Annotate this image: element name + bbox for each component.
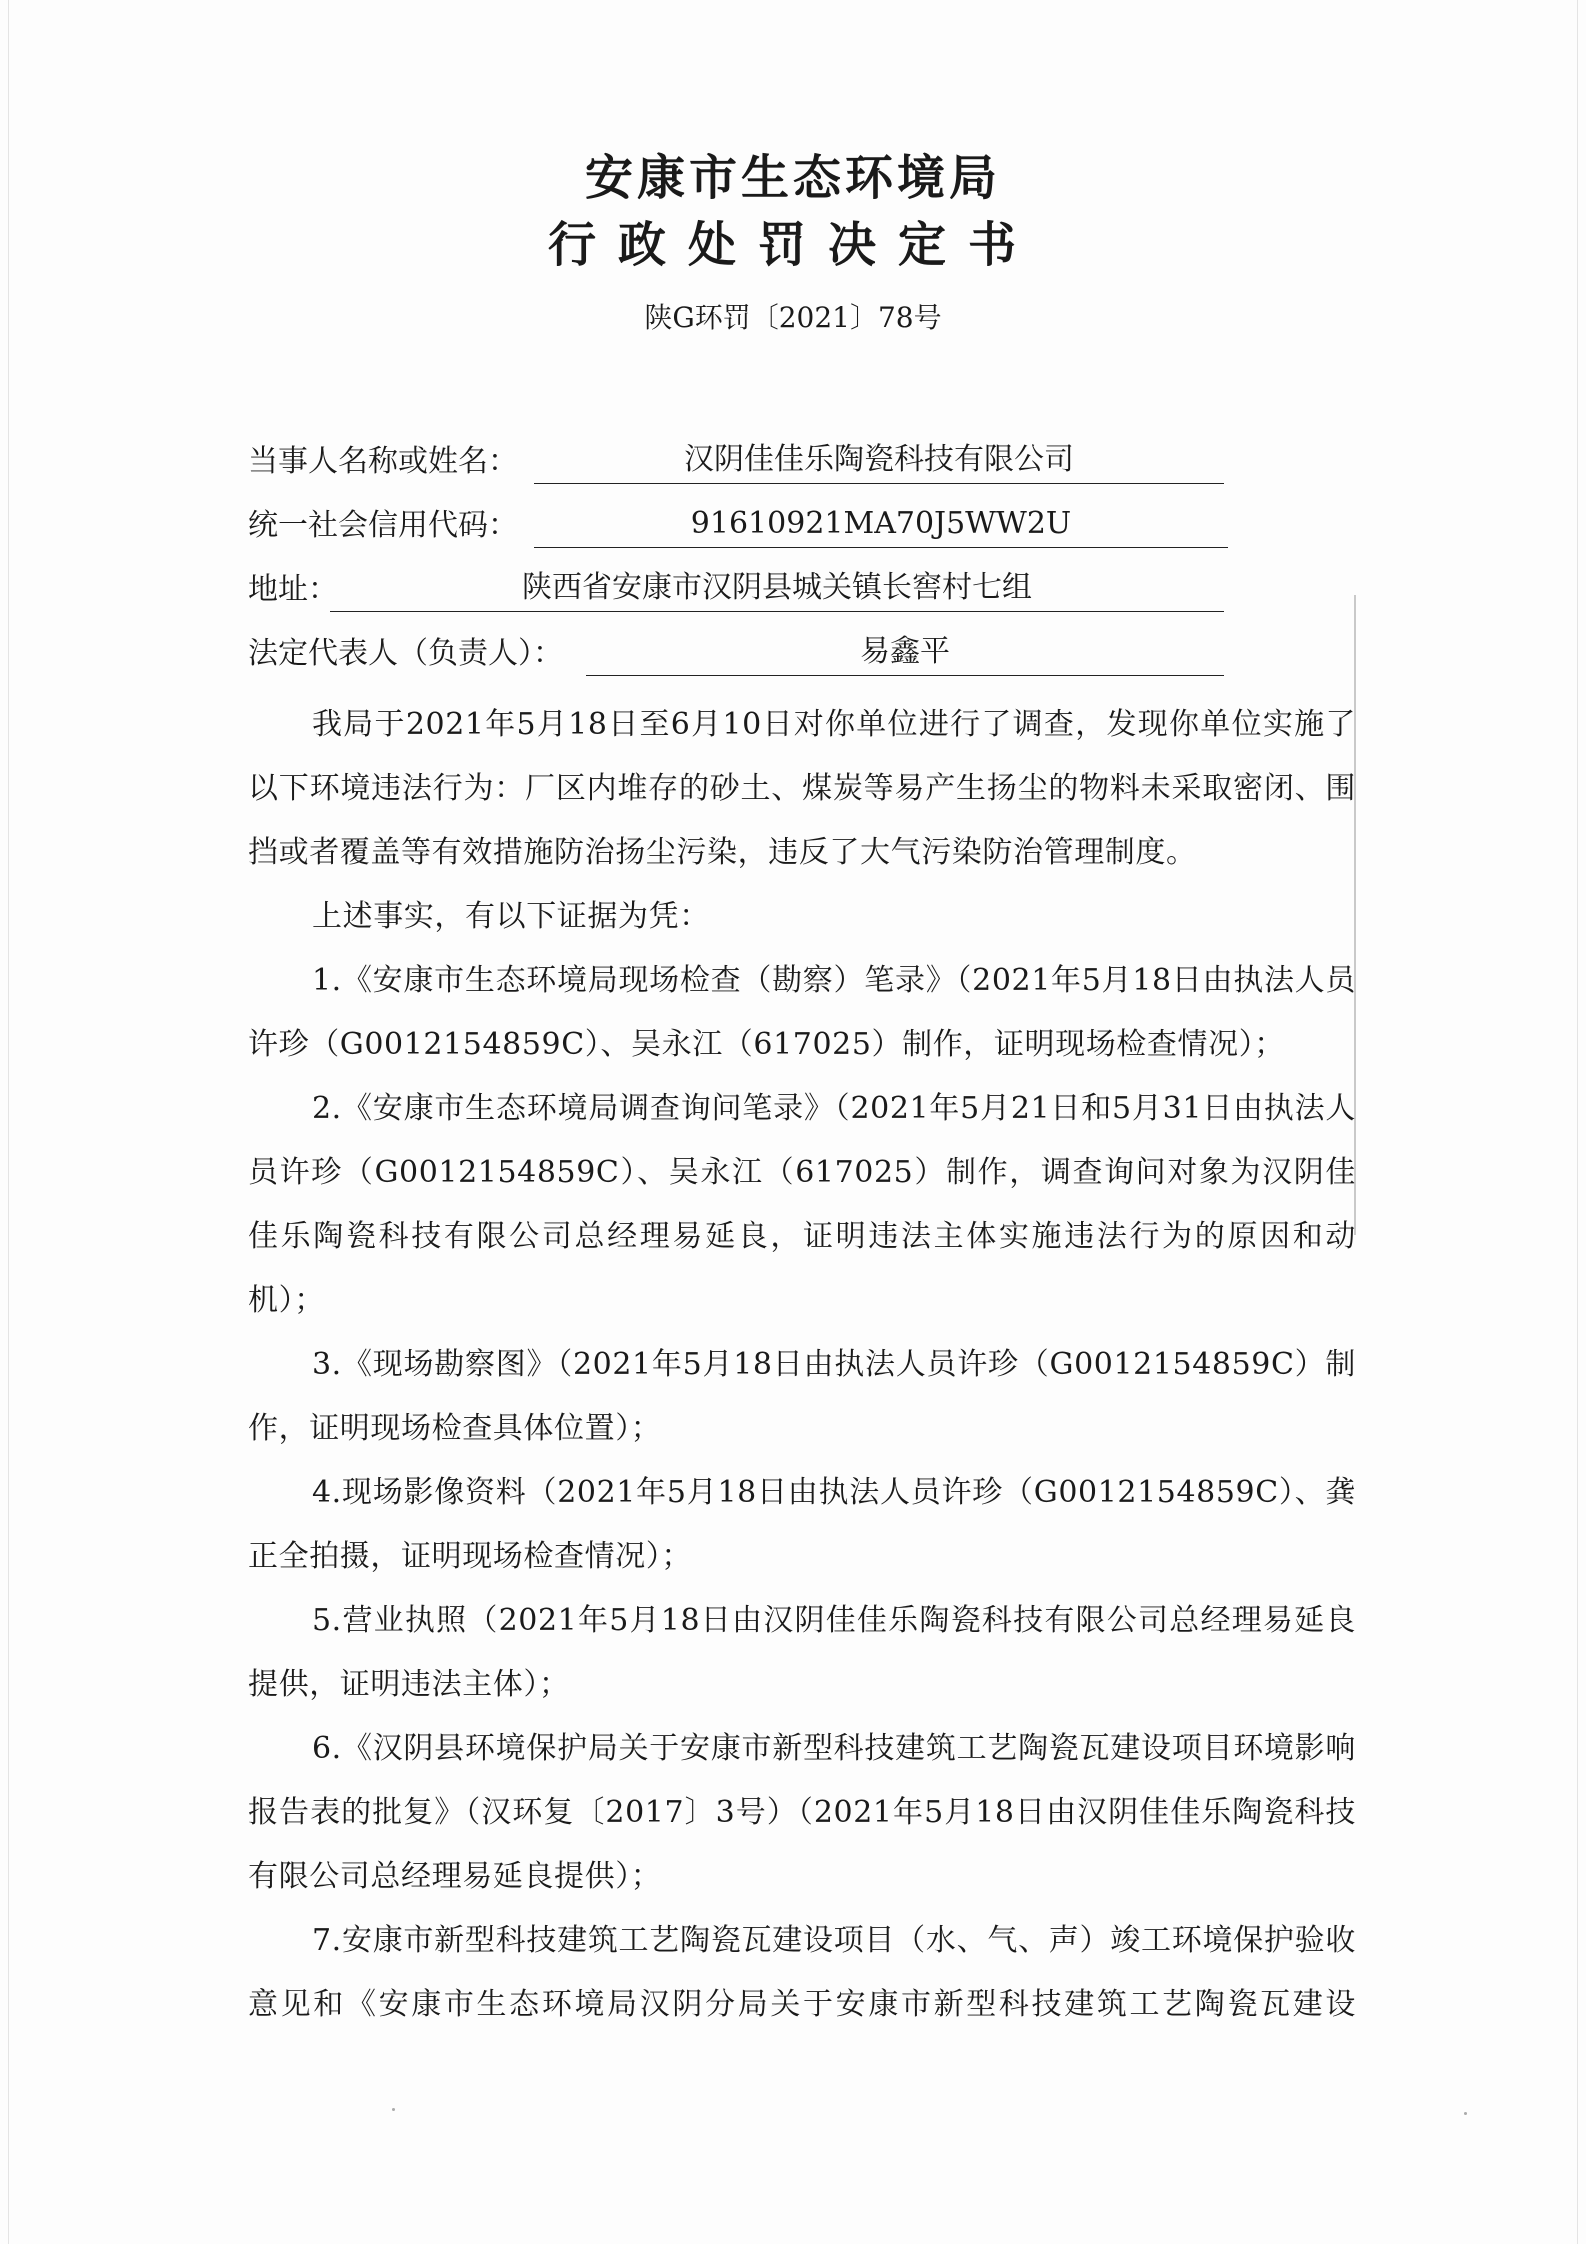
document-number: 陕G环罚〔2021〕78号	[644, 301, 942, 334]
field-label: 当事人名称或姓名：	[248, 444, 518, 479]
evidence-item-4: 4.现场影像资料（2021年5月18日由执法人员许珍（G0012154859C）、龚正全拍摄，证明现场检查情况）；	[248, 1475, 1356, 1574]
field-label: 法定代表人（负责人）：	[248, 636, 563, 671]
evidence-item-2: 2.《安康市生态环境局调查询问笔录》（2021年5月21日和5月31日由执法人员许珍（G0012154859C）、吴永江（617025）制作，调查询问对象为汉阴佳佳乐陶瓷科技有限公司总经理易延良，证明违法主体实施违法行为的原因和动机）；	[248, 1091, 1356, 1318]
field-value-legal-representative: 易鑫平	[586, 629, 1224, 676]
evidence-item-6: 6.《汉阴县环境保护局关于安康市新型科技建筑工艺陶瓷瓦建设项目环境影响报告表的批复》（汉环复〔2017〕3号）（2021年5月18日由汉阴佳佳乐陶瓷科技有限公司总经理易延良提供）；	[248, 1731, 1356, 1894]
field-address	[248, 565, 1228, 615]
field-value-party-name: 汉阴佳佳乐陶瓷科技有限公司	[534, 437, 1224, 484]
document-type-title: 行政处罚决定书	[547, 217, 1038, 273]
paragraph-investigation: 我局于2021年5月18日至6月10日对你单位进行了调查，发现你单位实施了以下环境违法行为：厂区内堆存的砂土、煤炭等易产生扬尘的物料未采取密闭、围挡或者覆盖等有效措施防治扬尘污染，违反了大气污染防治管理制度。	[248, 707, 1356, 870]
scan-speck	[392, 2108, 395, 2111]
field-value-credit-code: 91610921MA70J5WW2U	[534, 501, 1228, 548]
field-credit-code	[248, 501, 1228, 551]
field-party-name	[248, 437, 1228, 487]
field-legal-representative	[248, 629, 1228, 679]
field-value-address: 陕西省安康市汉阴县城关镇长窖村七组	[330, 565, 1224, 612]
evidence-item-3: 3.《现场勘察图》（2021年5月18日由执法人员许珍（G0012154859C）制作，证明现场检查具体位置）；	[248, 1347, 1356, 1446]
evidence-item-5: 5.营业执照（2021年5月18日由汉阴佳佳乐陶瓷科技有限公司总经理易延良提供，证明违法主体）；	[248, 1603, 1356, 1702]
agency-title: 安康市生态环境局	[584, 150, 1001, 206]
field-label: 地址：	[248, 572, 338, 607]
document-body	[248, 693, 1356, 2037]
evidence-item-7: 7.安康市新型科技建筑工艺陶瓷瓦建设项目（水、气、声）竣工环境保护验收意见和《安康市生态环境局汉阴分局关于安康市新型科技建筑工艺陶瓷瓦建设	[248, 1923, 1356, 2022]
paragraph-evidence-intro: 上述事实，有以下证据为凭：	[312, 899, 710, 934]
field-label: 统一社会信用代码：	[248, 508, 518, 543]
scan-speck	[1464, 2112, 1467, 2115]
evidence-item-1: 1.《安康市生态环境局现场检查（勘察）笔录》（2021年5月18日由执法人员许珍（G0012154859C）、吴永江（617025）制作，证明现场检查情况）；	[248, 963, 1356, 1062]
